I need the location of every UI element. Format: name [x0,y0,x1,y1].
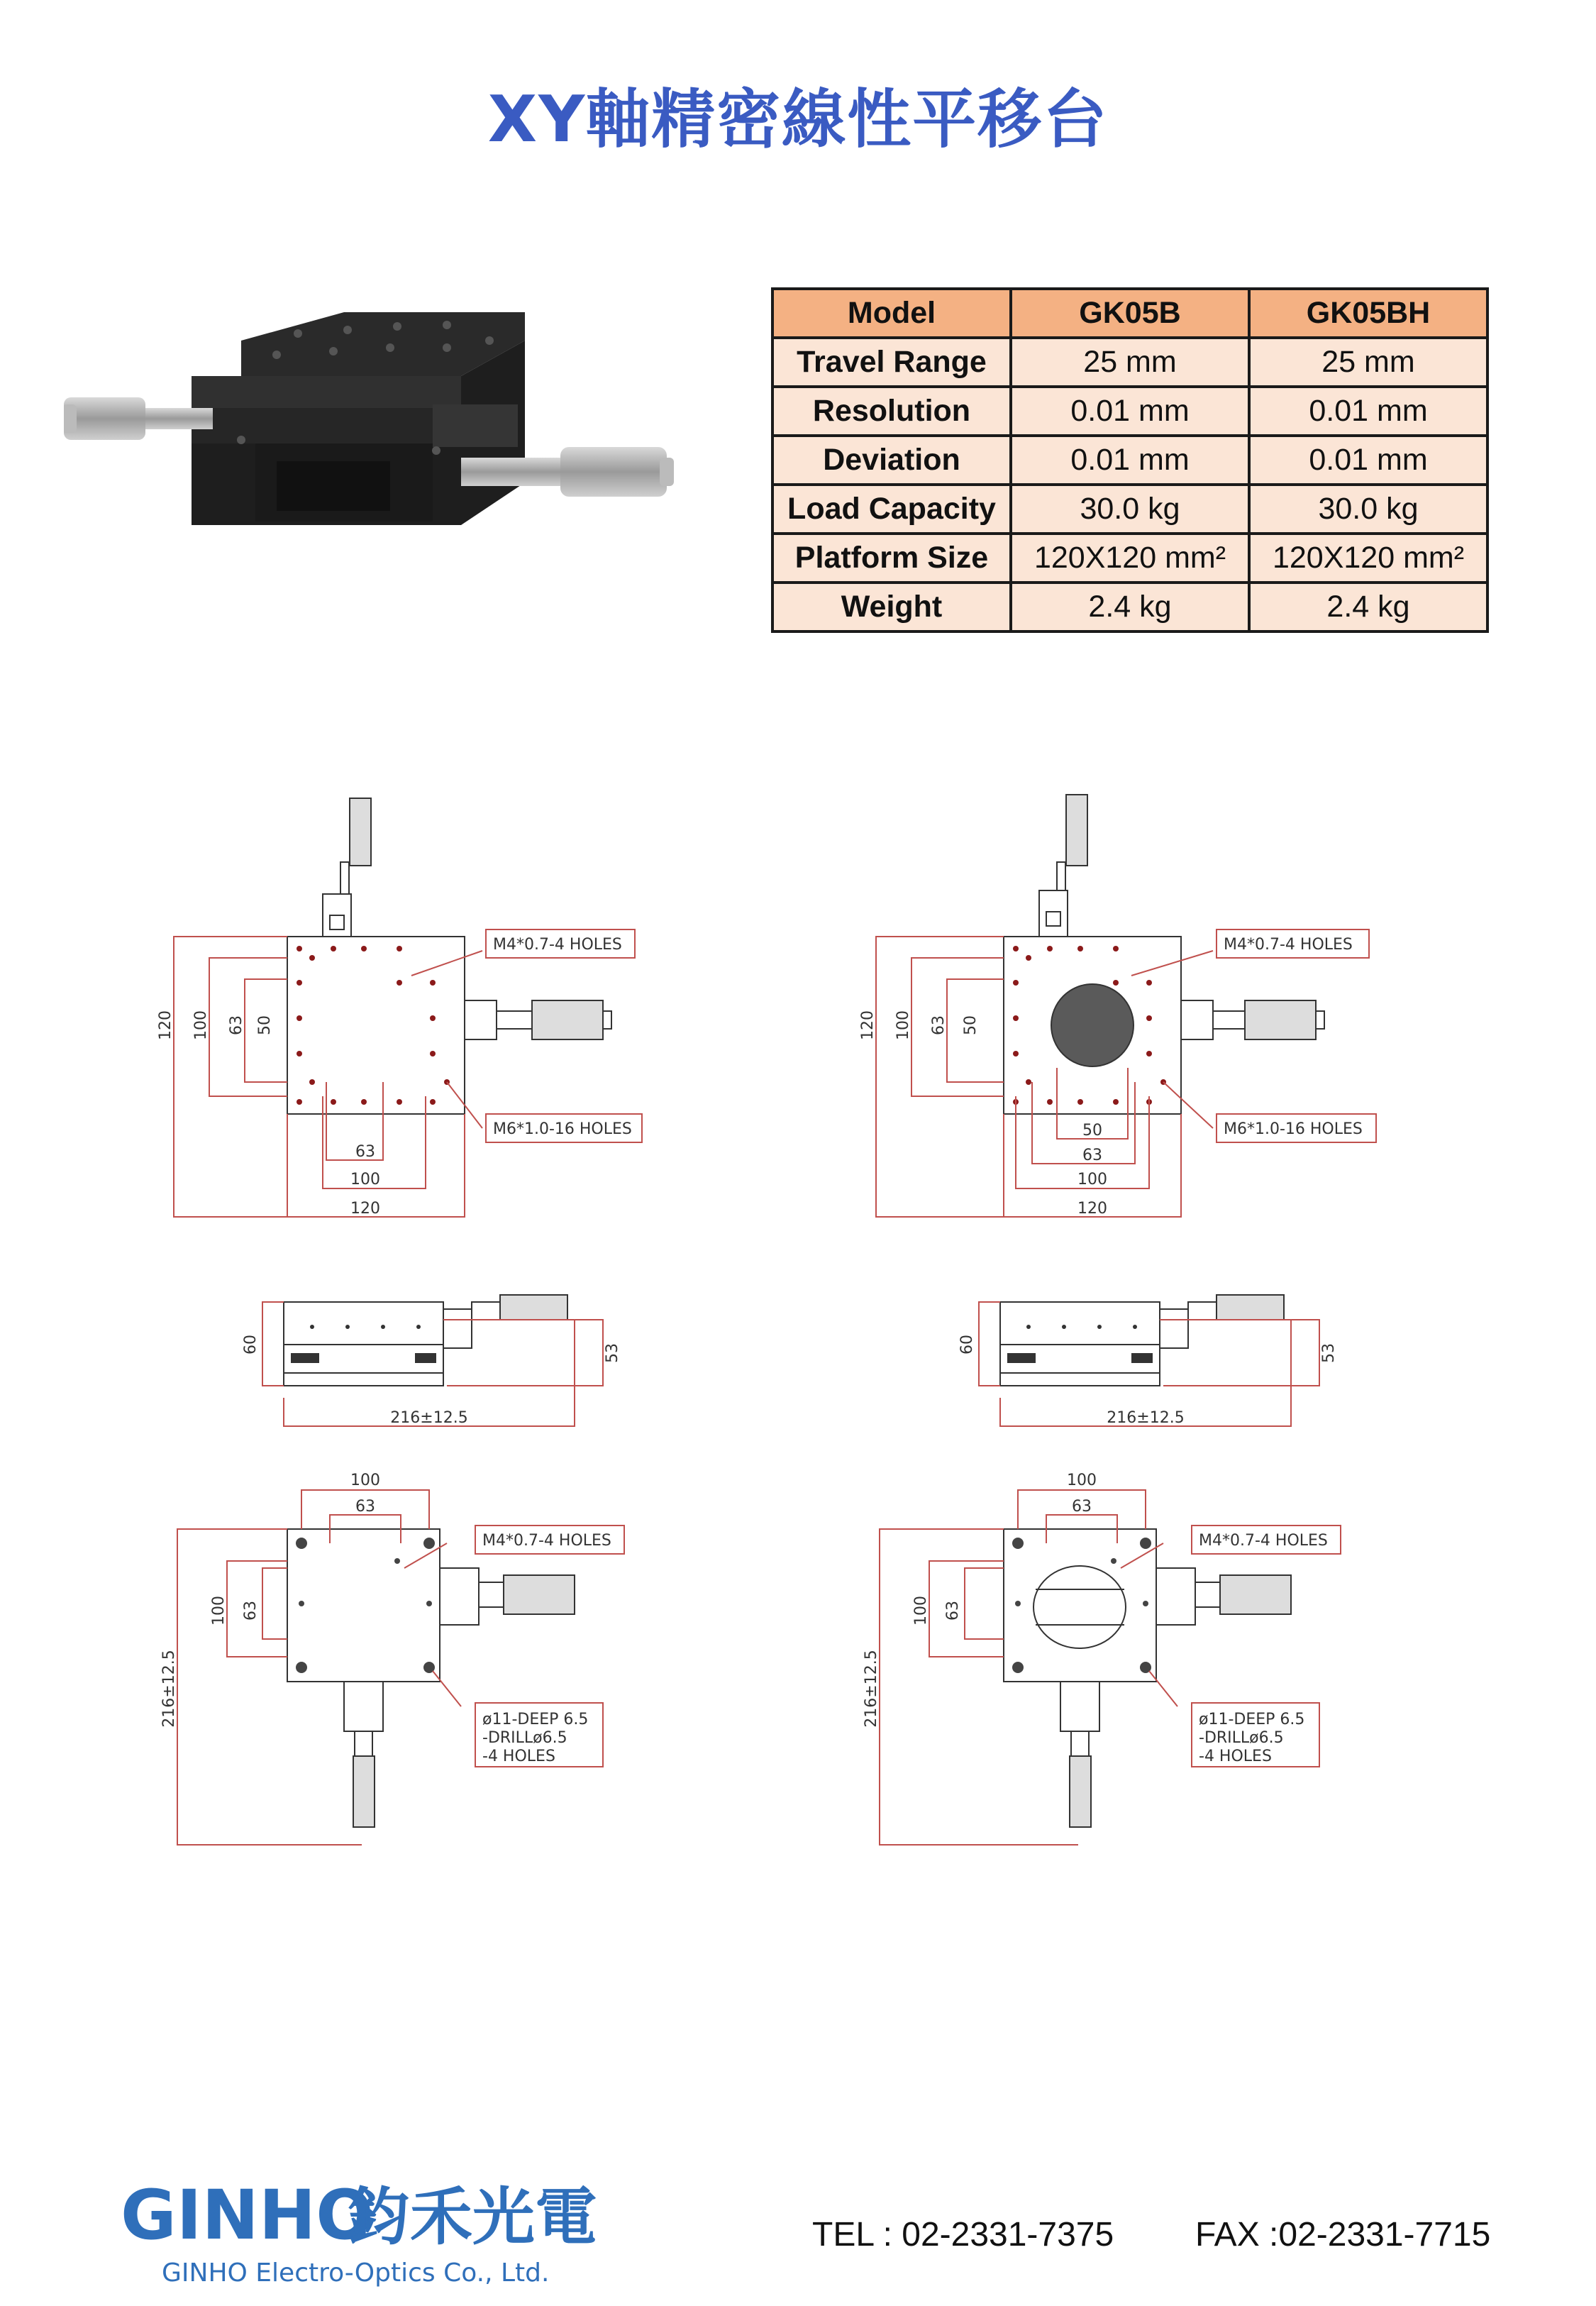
dim-63: 63 [355,1143,375,1161]
header-model: Model [772,289,1011,338]
note-m6-r: M6*1.0-16 HOLES [1224,1120,1363,1138]
product-photo [64,298,681,582]
dim-50-r: 50 [1082,1122,1102,1140]
note-cb2-r: -DRILLø6.5 [1199,1729,1284,1747]
dim-100-r: 100 [1077,1171,1107,1188]
table-row [772,485,1487,534]
dim-60-r: 60 [958,1335,976,1355]
note-m4: M4*0.7-4 HOLES [493,936,622,954]
cell-gk05bh: 0.01 mm [1249,436,1487,485]
dim-120: 120 [350,1200,380,1218]
dim-63-v: 63 [228,1015,245,1035]
dim-63-bottom-r: 63 [1072,1498,1092,1516]
gk05bh-side-view [951,1288,1348,1437]
dim-120-v: 120 [157,1010,174,1040]
dim-53-r: 53 [1320,1343,1338,1363]
dim-100-v2-r: 100 [912,1596,930,1626]
contact-tel: TEL : 02-2331-7375 [812,2216,1114,2253]
row-label: Resolution [772,387,1011,436]
table-row [772,534,1487,583]
table-row [772,436,1487,485]
gk05bh-bottom-view [858,1462,1369,1859]
dim-120-r: 120 [1077,1200,1107,1218]
dim-100-bottom: 100 [350,1472,380,1489]
logo-brand: GINHO [121,2175,374,2255]
note-m6: M6*1.0-16 HOLES [493,1120,632,1138]
cell-gk05bh: 30.0 kg [1249,485,1487,534]
gk05b-bottom-view [156,1462,638,1859]
dim-63-v2-r: 63 [944,1601,962,1621]
dim-63-v-r: 63 [930,1015,948,1035]
contact-fax: FAX :02-2331-7715 [1195,2216,1491,2253]
note-cb2: -DRILLø6.5 [482,1729,567,1747]
cell-gk05b: 25 mm [1011,338,1249,387]
cell-gk05bh: 2.4 kg [1249,583,1487,631]
dim-60: 60 [242,1335,260,1355]
dim-100-v: 100 [192,1010,210,1040]
note-m4-r: M4*0.7-4 HOLES [1224,936,1353,954]
center-hole [1051,984,1134,1066]
row-label: Travel Range [772,338,1011,387]
cell-gk05b: 0.01 mm [1011,387,1249,436]
row-label: Deviation [772,436,1011,485]
spec-table [771,287,1489,633]
dim-63-bottom: 63 [355,1498,375,1516]
dim-100-bottom-r: 100 [1067,1472,1097,1489]
ginho-logo [121,2171,660,2292]
logo-company: GINHO Electro-Optics Co., Ltd. [162,2258,550,2288]
dim-100: 100 [350,1171,380,1188]
cell-gk05b: 0.01 mm [1011,436,1249,485]
note-m4-bottom: M4*0.7-4 HOLES [482,1532,611,1550]
dim-travel-v-r: 216±12.5 [863,1650,880,1728]
cell-gk05bh: 120X120 mm² [1249,534,1487,583]
cell-gk05b: 30.0 kg [1011,485,1249,534]
note-cb3: -4 HOLES [482,1748,555,1765]
dim-50-v-r: 50 [962,1015,980,1035]
cell-gk05b: 120X120 mm² [1011,534,1249,583]
table-row [772,338,1487,387]
logo-brand-cn: 鈞禾光電 [348,2180,598,2253]
gk05bh-top-view [858,784,1426,1238]
dim-120-v-r: 120 [859,1010,877,1040]
dim-63-r: 63 [1082,1147,1102,1164]
gk05b-top-view [149,784,674,1238]
cell-gk05bh: 25 mm [1249,338,1487,387]
row-label: Load Capacity [772,485,1011,534]
table-row [772,387,1487,436]
spec-header-row [772,289,1487,338]
cell-gk05bh: 0.01 mm [1249,387,1487,436]
note-cb1: ø11-DEEP 6.5 [482,1711,589,1728]
dim-50-v: 50 [256,1015,274,1035]
note-cb3-r: -4 HOLES [1199,1748,1272,1765]
cell-gk05b: 2.4 kg [1011,583,1249,631]
dim-travel-r: 216±12.5 [1107,1409,1185,1427]
dim-100-v2: 100 [210,1596,228,1626]
row-label: Weight [772,583,1011,631]
header-gk05bh: GK05BH [1249,289,1487,338]
note-m4-bottom-r: M4*0.7-4 HOLES [1199,1532,1328,1550]
dim-63-v2: 63 [242,1601,260,1621]
table-row [772,583,1487,631]
dim-100-v-r: 100 [894,1010,912,1040]
row-label: Platform Size [772,534,1011,583]
dim-53: 53 [604,1343,621,1363]
dim-travel: 216±12.5 [390,1409,468,1427]
page-title: XY軸精密線性平移台 [487,82,1109,157]
header-gk05b: GK05B [1011,289,1249,338]
dim-travel-v: 216±12.5 [160,1650,178,1728]
gk05b-side-view [234,1288,631,1437]
note-cb1-r: ø11-DEEP 6.5 [1199,1711,1305,1728]
